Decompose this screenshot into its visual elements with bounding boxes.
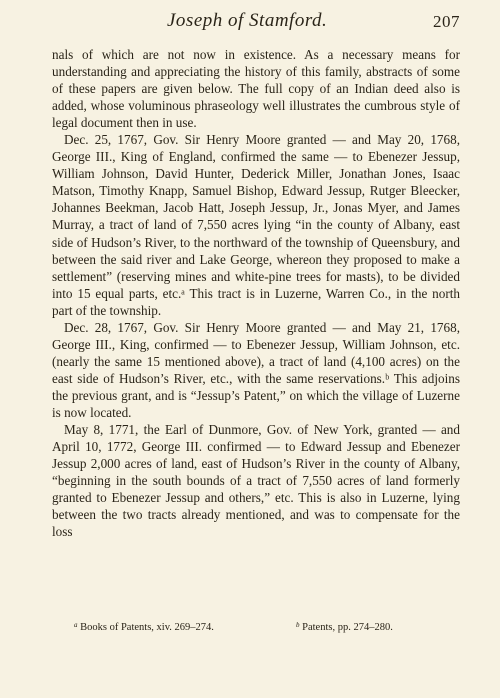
paragraph-may-8-grant: May 8, 1771, the Earl of Dunmore, Gov. of New York, granted — and April 10, 1772, George III. confirmed — to Edward Jessup and Ebenezer Jessup 2,000 acres of land, east of Hudson’s River in the county of Albany, “beginning in the south bounds of a tract of 7,550 acres of land formerly granted to Ebenezer Jessup and others,” etc. This is also in Luzerne, lying between the two tracts already mentioned, and was to compensate for the loss <box>52 422 460 540</box>
body-text <box>52 46 460 540</box>
paragraph-dec-28-grant: Dec. 28, 1767, Gov. Sir Henry Moore granted — and May 21, 1768, George III., King, confirmed — to Ebenezer Jessup, William Johnson, etc. (nearly the same 15 mentioned above), a tract of land (4,100 acres) on the east side of Hudson’s River, etc., with the same reservations.ᵇ This adjoins the previous grant, and is “Jessup’s Patent,” on which the village of Luzerne is now located. <box>52 319 460 420</box>
footnote-b <box>296 618 393 635</box>
footnote-a <box>74 618 214 635</box>
footnote-mark: a <box>74 621 78 629</box>
paragraph-continuation: nals of which are not now in existence. As a necessary means for understanding and appreciating the history of this family, abstracts of some of these papers are given below. The full copy of an Indian deed also is added, whose voluminous phraseology well illustrates the cumbrous style of legal document then in use. <box>52 47 460 131</box>
paragraph-dec-25-grant: Dec. 25, 1767, Gov. Sir Henry Moore granted — and May 20, 1768, George III., King of England, confirmed the same — to Ebenezer Jessup, William Johnson, David Hunter, Dederick Miller, Jonathan Jones, Isaac Matson, Timothy Knapp, Samuel Bishop, Edward Jessup, Rutger Bleecker, Johannes Beekman, Jacob Hatt, Joseph Jessup, Jr., Jonas Myer, and James Murray, a tract of land of 7,550 acres lying “in the county of Albany, east side of Hudson’s River, to the northward of the township of Queensbury, and between the said river and Lake George, whereon they proposed to make a settlement” (reserving mines and white-pine trees for masts), to be divided into 15 equal parts, etc.ᵃ This tract is in Luzerne, Warren Co., in the north part of the township. <box>52 132 460 318</box>
running-title: Joseph of Stamford. <box>167 10 328 31</box>
page-header <box>52 10 460 38</box>
footnote-text: Patents, pp. 274–280. <box>302 622 393 633</box>
page-number: 207 <box>433 12 460 31</box>
footnote-mark: b <box>296 621 300 629</box>
footnote-text: Books of Patents, xiv. 269–274. <box>80 622 214 633</box>
